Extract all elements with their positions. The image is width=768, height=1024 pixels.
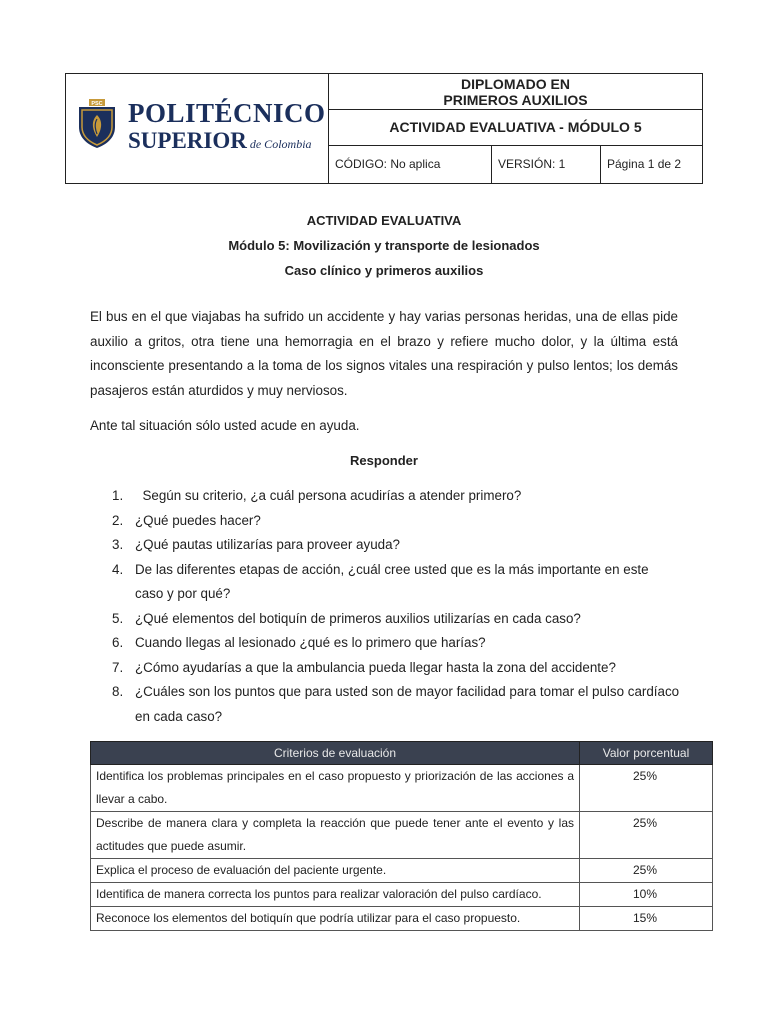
question-text: Según su criterio, ¿a cuál persona acudirías a atender primero? <box>135 488 522 503</box>
table-row <box>91 907 713 931</box>
case-title: Caso clínico y primeros auxilios <box>284 263 484 278</box>
criterion-cell: Describe de manera clara y completa la reacción que puede tener ante el evento y las actitudes que puede asumir. <box>91 812 580 859</box>
case-paragraph: El bus en el que viajabas ha sufrido un accidente y hay varias personas heridas, una de ellas pide auxilio a gritos, otra tiene una hemorragia en el brazo y refiere mucho dolor, y la última está inconsciente presentando a la toma de los signos vitales una respiración y pulso lentos; los demás pasajeros están aturdidos y muy nerviosos. <box>90 309 678 398</box>
value-cell: 25% <box>580 859 713 883</box>
question-number: 2. <box>112 512 124 528</box>
document-version: VERSIÓN: 1 <box>492 146 601 183</box>
header-meta-row <box>329 146 702 183</box>
list-item <box>90 558 680 607</box>
question-number: 1. <box>112 488 124 503</box>
list-item <box>90 631 680 656</box>
table-row <box>91 812 713 859</box>
question-number: 4. <box>112 561 124 577</box>
criterion-cell: Identifica de manera correcta los puntos para realizar valoración del pulso cardíaco. <box>91 883 580 907</box>
value-cell: 25% <box>580 765 713 812</box>
question-number: 3. <box>112 537 124 552</box>
list-item <box>90 656 680 681</box>
list-item <box>90 509 680 534</box>
question-number: 6. <box>112 635 124 650</box>
logo-text-line2 <box>128 128 312 154</box>
evaluation-table <box>90 741 713 931</box>
list-item <box>90 607 680 632</box>
question-number: 7. <box>112 659 124 675</box>
question-text: Cuando llegas al lesionado ¿qué es lo primero que harías? <box>135 635 486 650</box>
question-number: 8. <box>112 684 124 699</box>
criterion-cell: Reconoce los elementos del botiquín que podría utilizar para el caso propuesto. <box>91 907 580 931</box>
questions-list <box>90 484 680 729</box>
list-item <box>90 533 680 558</box>
table-header-row <box>91 742 713 765</box>
activity-titles <box>0 208 768 283</box>
module-title: Módulo 5: Movilización y transporte de lesionados <box>228 238 540 253</box>
table-row <box>91 765 713 812</box>
list-item <box>90 680 680 729</box>
logo-badge: PSC <box>91 101 103 107</box>
situation-paragraph: Ante tal situación sólo usted acude en ayuda. <box>90 418 360 433</box>
activity-title: ACTIVIDAD EVALUATIVA <box>306 213 462 228</box>
question-text: ¿Cuáles son los puntos que para usted son de mayor facilidad para tomar el pulso cardíaco en cada caso? <box>135 684 680 724</box>
list-item <box>90 484 680 509</box>
document-code: CÓDIGO: No aplica <box>329 146 492 183</box>
value-column-header: Valor porcentual <box>580 742 713 765</box>
logo-cell <box>66 74 329 183</box>
question-text: ¿Qué puedes hacer? <box>135 512 261 528</box>
criterion-cell: Identifica los problemas principales en el caso propuesto y priorización de las acciones a llevar a cabo. <box>91 765 580 812</box>
shield-logo-icon <box>77 99 117 149</box>
question-text: ¿Cómo ayudarías a que la ambulancia pueda llegar hasta la zona del accidente? <box>135 659 616 675</box>
criterion-cell: Explica el proceso de evaluación del paciente urgente. <box>91 859 580 883</box>
value-cell: 10% <box>580 883 713 907</box>
page-number: Página 1 de 2 <box>607 157 682 171</box>
table-row <box>91 859 713 883</box>
value-cell: 15% <box>580 907 713 931</box>
logo-text-sub: de Colombia <box>249 137 312 151</box>
criteria-column-header: Criterios de evaluación <box>91 742 580 765</box>
question-text: De las diferentes etapas de acción, ¿cuál cree usted que es la más importante en este caso y por qué? <box>135 561 649 601</box>
table-row <box>91 883 713 907</box>
value-cell: 25% <box>580 812 713 859</box>
question-text: ¿Qué pautas utilizarías para proveer ayuda? <box>135 537 400 552</box>
question-text: ¿Qué elementos del botiquín de primeros auxilios utilizarías en cada caso? <box>135 610 581 626</box>
logo-text-line1: POLITÉCNICO <box>128 98 326 128</box>
header-title-line1: DIPLOMADO EN <box>461 76 570 92</box>
logo-text-superior: SUPERIOR <box>128 128 247 153</box>
respond-heading: Responder <box>350 453 418 468</box>
header-title <box>329 74 702 110</box>
question-number: 5. <box>112 610 124 626</box>
document-header <box>65 73 703 184</box>
header-title-line2: PRIMEROS AUXILIOS <box>443 92 588 108</box>
header-subtitle: ACTIVIDAD EVALUATIVA - MÓDULO 5 <box>329 110 702 146</box>
